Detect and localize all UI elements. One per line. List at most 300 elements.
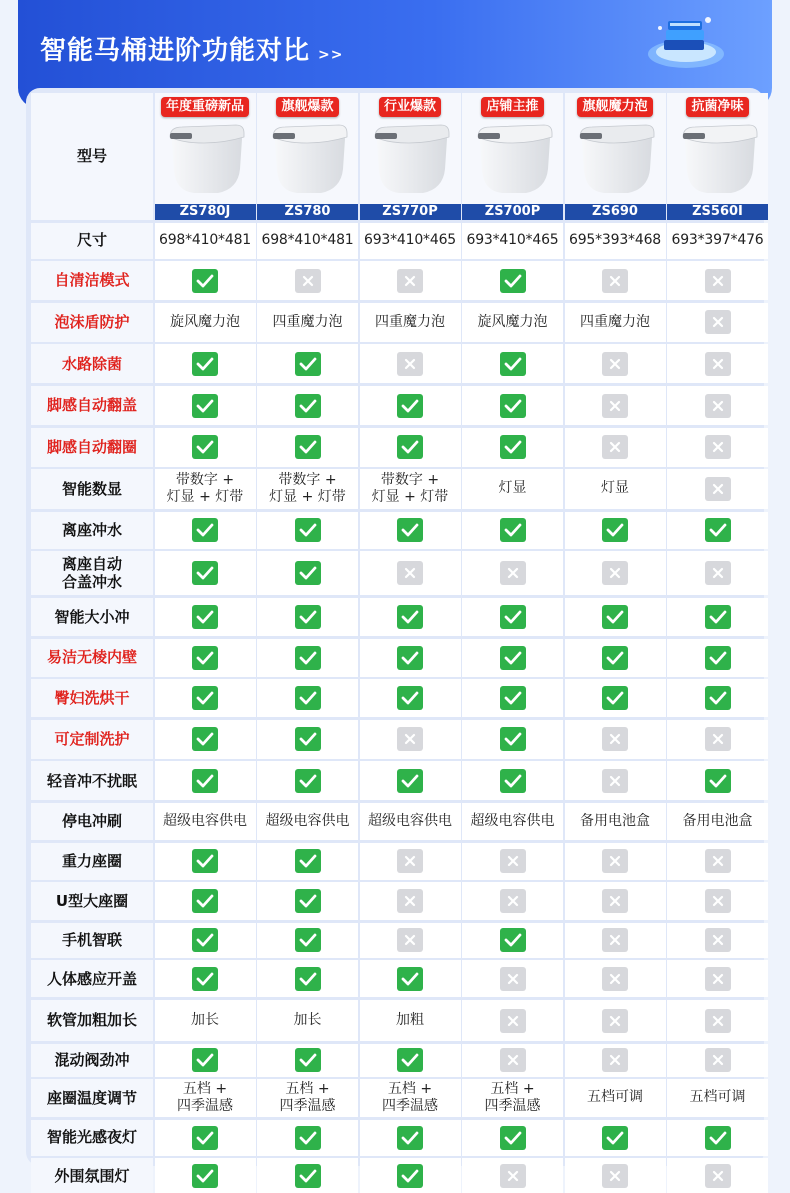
row-cell bbox=[257, 344, 358, 383]
check-icon bbox=[705, 605, 731, 629]
row-cell bbox=[462, 1000, 563, 1041]
row-cell bbox=[155, 469, 256, 509]
cell-text: 五档 + 四季温感 bbox=[382, 1080, 438, 1115]
row-label: 离座自动 合盖冲水 bbox=[31, 551, 153, 595]
row-cell bbox=[155, 1158, 256, 1193]
cell-text: 灯显 bbox=[498, 480, 527, 497]
toilet-image bbox=[677, 119, 759, 203]
product-badge: 旗舰爆款 bbox=[276, 97, 338, 117]
row-cell bbox=[565, 1158, 666, 1193]
product-badge: 行业爆款 bbox=[379, 97, 441, 117]
cell-text: 超级电容供电 bbox=[163, 812, 247, 829]
row-cell bbox=[667, 761, 768, 800]
row-cell bbox=[462, 1044, 563, 1077]
check-icon bbox=[295, 1126, 321, 1150]
check-icon bbox=[705, 1126, 731, 1150]
check-icon bbox=[397, 394, 423, 418]
check-icon bbox=[295, 1048, 321, 1072]
cell-text: 备用电池盒 bbox=[580, 812, 650, 829]
row-cell bbox=[667, 679, 768, 717]
check-icon bbox=[295, 605, 321, 629]
row-cell bbox=[565, 1120, 666, 1156]
page-title bbox=[40, 30, 343, 67]
row-cell bbox=[360, 803, 461, 840]
row-cell bbox=[462, 1120, 563, 1156]
row-cell bbox=[462, 386, 563, 425]
check-icon bbox=[295, 561, 321, 585]
cell-text: 四重魔力泡 bbox=[580, 313, 650, 330]
check-icon bbox=[192, 1126, 218, 1150]
check-icon bbox=[192, 605, 218, 629]
row-cell bbox=[667, 882, 768, 920]
cell-text: 695*393*468 bbox=[569, 231, 661, 248]
check-icon bbox=[295, 928, 321, 952]
cross-icon bbox=[500, 1164, 526, 1188]
check-icon bbox=[397, 518, 423, 542]
row-cell bbox=[360, 960, 461, 997]
check-icon bbox=[295, 1164, 321, 1188]
cross-icon bbox=[705, 1048, 731, 1072]
cross-icon bbox=[602, 727, 628, 751]
row-cell bbox=[257, 960, 358, 997]
row-cell bbox=[360, 428, 461, 467]
row-cell bbox=[257, 923, 358, 958]
row-cell bbox=[257, 882, 358, 920]
row-cell bbox=[257, 1044, 358, 1077]
product-model: ZS770P bbox=[360, 204, 461, 220]
row-cell bbox=[155, 761, 256, 800]
row-cell bbox=[360, 344, 461, 383]
check-icon bbox=[602, 518, 628, 542]
toilet-image bbox=[164, 119, 246, 203]
row-cell bbox=[565, 923, 666, 958]
check-icon bbox=[397, 967, 423, 991]
row-cell bbox=[155, 1044, 256, 1077]
check-icon bbox=[295, 352, 321, 376]
row-cell bbox=[155, 1079, 256, 1117]
check-icon bbox=[500, 928, 526, 952]
product-model: ZS780J bbox=[155, 204, 256, 220]
row-cell bbox=[565, 761, 666, 800]
cross-icon bbox=[602, 849, 628, 873]
row-cell bbox=[257, 843, 358, 880]
row-cell bbox=[155, 843, 256, 880]
row-label: 可定制洗护 bbox=[31, 720, 153, 759]
cross-icon bbox=[705, 269, 731, 293]
row-cell bbox=[667, 386, 768, 425]
row-cell bbox=[257, 551, 358, 595]
row-cell bbox=[257, 512, 358, 549]
row-cell bbox=[462, 803, 563, 840]
row-label: 智能大小冲 bbox=[31, 598, 153, 636]
row-cell bbox=[257, 386, 358, 425]
row-cell bbox=[565, 1000, 666, 1041]
row-cell bbox=[565, 1044, 666, 1077]
check-icon bbox=[192, 435, 218, 459]
books-icon bbox=[646, 10, 726, 72]
cell-text: 加长 bbox=[293, 1011, 322, 1028]
row-cell bbox=[360, 720, 461, 759]
row-cell bbox=[360, 1120, 461, 1156]
cross-icon bbox=[705, 435, 731, 459]
product-badge: 抗菌净味 bbox=[686, 97, 748, 117]
row-cell bbox=[565, 223, 666, 259]
product-header bbox=[155, 93, 256, 220]
cross-icon bbox=[705, 561, 731, 585]
cross-icon bbox=[397, 352, 423, 376]
row-cell bbox=[667, 551, 768, 595]
cell-text: 带数字 + 灯显 + 灯带 bbox=[269, 471, 346, 506]
row-cell bbox=[462, 303, 563, 342]
cell-text: 五档 + 四季温感 bbox=[177, 1080, 233, 1115]
row-cell bbox=[257, 303, 358, 342]
cross-icon bbox=[397, 727, 423, 751]
row-label: 离座冲水 bbox=[31, 512, 153, 549]
row-cell bbox=[360, 761, 461, 800]
check-icon bbox=[705, 769, 731, 793]
row-cell bbox=[155, 1000, 256, 1041]
cross-icon bbox=[602, 1009, 628, 1033]
cross-icon bbox=[705, 352, 731, 376]
row-cell bbox=[155, 512, 256, 549]
row-cell bbox=[155, 882, 256, 920]
cell-text: 698*410*481 bbox=[159, 231, 251, 248]
cell-text: 五档 + 四季温感 bbox=[279, 1080, 336, 1115]
check-icon bbox=[602, 605, 628, 629]
row-cell bbox=[462, 223, 563, 259]
check-icon bbox=[397, 1126, 423, 1150]
check-icon bbox=[295, 727, 321, 751]
cross-icon bbox=[602, 435, 628, 459]
row-cell bbox=[257, 803, 358, 840]
row-cell bbox=[667, 1120, 768, 1156]
cross-icon bbox=[397, 889, 423, 913]
cell-text: 693*410*465 bbox=[364, 231, 456, 248]
cell-text: 超级电容供电 bbox=[265, 812, 350, 829]
row-cell bbox=[667, 428, 768, 467]
row-cell bbox=[257, 1158, 358, 1193]
row-cell bbox=[360, 261, 461, 300]
check-icon bbox=[705, 686, 731, 710]
check-icon bbox=[397, 605, 423, 629]
cross-icon bbox=[602, 967, 628, 991]
row-label: 尺寸 bbox=[31, 223, 153, 259]
row-cell bbox=[360, 598, 461, 636]
row-cell bbox=[257, 428, 358, 467]
product-header bbox=[360, 93, 461, 220]
cell-text: 加粗 bbox=[396, 1011, 424, 1028]
row-cell bbox=[462, 512, 563, 549]
row-label: 手机智联 bbox=[31, 923, 153, 958]
row-cell bbox=[565, 386, 666, 425]
row-label: 轻音冲不扰眠 bbox=[31, 761, 153, 800]
row-cell bbox=[257, 1120, 358, 1156]
cross-icon bbox=[500, 889, 526, 913]
row-cell bbox=[360, 386, 461, 425]
check-icon bbox=[500, 727, 526, 751]
cross-icon bbox=[397, 928, 423, 952]
check-icon bbox=[192, 686, 218, 710]
toilet-image bbox=[267, 119, 349, 203]
check-icon bbox=[295, 686, 321, 710]
check-icon bbox=[192, 967, 218, 991]
cross-icon bbox=[602, 561, 628, 585]
row-cell bbox=[155, 1120, 256, 1156]
check-icon bbox=[192, 269, 218, 293]
check-icon bbox=[500, 646, 526, 670]
row-cell bbox=[565, 344, 666, 383]
row-cell bbox=[462, 1079, 563, 1117]
cross-icon bbox=[602, 352, 628, 376]
check-icon bbox=[500, 769, 526, 793]
cross-icon bbox=[397, 269, 423, 293]
check-icon bbox=[192, 928, 218, 952]
row-cell bbox=[257, 1079, 358, 1117]
cross-icon bbox=[602, 394, 628, 418]
row-cell bbox=[155, 679, 256, 717]
cell-text: 备用电池盒 bbox=[682, 812, 753, 829]
row-cell bbox=[462, 882, 563, 920]
check-icon bbox=[602, 686, 628, 710]
row-cell bbox=[155, 803, 256, 840]
cell-text: 带数字 + 灯显 + 灯带 bbox=[371, 471, 449, 506]
row-cell bbox=[257, 679, 358, 717]
row-label: 外围氛围灯 bbox=[31, 1158, 153, 1193]
cross-icon bbox=[705, 394, 731, 418]
toilet-image bbox=[472, 119, 554, 203]
row-cell bbox=[667, 803, 768, 840]
cross-icon bbox=[705, 1164, 731, 1188]
row-cell bbox=[360, 551, 461, 595]
check-icon bbox=[705, 646, 731, 670]
row-label: 座圈温度调节 bbox=[31, 1079, 153, 1117]
row-cell bbox=[565, 679, 666, 717]
check-icon bbox=[500, 394, 526, 418]
check-icon bbox=[397, 1164, 423, 1188]
cell-text: 五档可调 bbox=[689, 1089, 746, 1106]
row-cell bbox=[565, 1079, 666, 1117]
product-badge: 旗舰魔力泡 bbox=[577, 97, 652, 117]
row-label: 智能数显 bbox=[31, 469, 153, 509]
check-icon bbox=[192, 646, 218, 670]
row-cell bbox=[360, 1044, 461, 1077]
check-icon bbox=[192, 352, 218, 376]
cross-icon bbox=[500, 967, 526, 991]
cross-icon bbox=[397, 561, 423, 585]
cross-icon bbox=[602, 1048, 628, 1072]
cross-icon bbox=[602, 889, 628, 913]
row-cell bbox=[257, 223, 358, 259]
product-header bbox=[257, 93, 358, 220]
row-cell bbox=[462, 761, 563, 800]
product-badge: 店铺主推 bbox=[481, 97, 543, 117]
row-label: 臀妇洗烘干 bbox=[31, 679, 153, 717]
cell-text: 旋风魔力泡 bbox=[477, 313, 548, 330]
row-cell bbox=[667, 720, 768, 759]
cell-text: 693*397*476 bbox=[671, 231, 764, 248]
cell-text: 带数字 + 灯显 + 灯带 bbox=[166, 471, 244, 506]
check-icon bbox=[705, 518, 731, 542]
row-label: 软管加粗加长 bbox=[31, 1000, 153, 1041]
row-cell bbox=[462, 923, 563, 958]
row-cell bbox=[462, 720, 563, 759]
check-icon bbox=[397, 686, 423, 710]
row-cell bbox=[667, 1079, 768, 1117]
cell-text: 超级电容供电 bbox=[368, 812, 452, 829]
cross-icon bbox=[602, 769, 628, 793]
check-icon bbox=[295, 646, 321, 670]
product-model: ZS560I bbox=[667, 204, 768, 220]
row-cell bbox=[257, 639, 358, 677]
row-cell bbox=[565, 303, 666, 342]
check-icon bbox=[192, 889, 218, 913]
product-model: ZS700P bbox=[462, 204, 563, 220]
row-label: 停电冲刷 bbox=[31, 803, 153, 840]
check-icon bbox=[397, 769, 423, 793]
row-cell bbox=[462, 639, 563, 677]
row-cell bbox=[360, 223, 461, 259]
check-icon bbox=[500, 518, 526, 542]
row-label: 水路除菌 bbox=[31, 344, 153, 383]
row-cell bbox=[565, 803, 666, 840]
cross-icon bbox=[705, 310, 731, 334]
check-icon bbox=[295, 435, 321, 459]
cell-text: 四重魔力泡 bbox=[375, 313, 445, 330]
check-icon bbox=[192, 769, 218, 793]
row-cell bbox=[257, 720, 358, 759]
product-model: ZS780 bbox=[257, 204, 358, 220]
row-label: 泡沫盾防护 bbox=[31, 303, 153, 342]
page-title-text: 智能马桶进阶功能对比 bbox=[40, 36, 311, 66]
cell-text: 五档可调 bbox=[587, 1089, 643, 1106]
row-cell bbox=[462, 344, 563, 383]
check-icon bbox=[295, 889, 321, 913]
model-label: 型号 bbox=[31, 93, 153, 220]
cell-text: 五档 + 四季温感 bbox=[484, 1080, 541, 1115]
product-header bbox=[462, 93, 563, 220]
product-header bbox=[565, 93, 666, 220]
row-cell bbox=[360, 512, 461, 549]
row-cell bbox=[257, 1000, 358, 1041]
row-cell bbox=[565, 960, 666, 997]
check-icon bbox=[500, 1126, 526, 1150]
product-model: ZS690 bbox=[565, 204, 666, 220]
row-cell bbox=[360, 1158, 461, 1193]
row-cell bbox=[360, 469, 461, 509]
cross-icon bbox=[500, 1009, 526, 1033]
row-cell bbox=[667, 469, 768, 509]
row-label: 自清洁模式 bbox=[31, 261, 153, 300]
cross-icon bbox=[602, 1164, 628, 1188]
row-cell bbox=[565, 843, 666, 880]
cell-text: 灯显 bbox=[601, 480, 629, 497]
row-cell bbox=[667, 639, 768, 677]
cell-text: 加长 bbox=[191, 1011, 219, 1028]
check-icon bbox=[192, 1048, 218, 1072]
row-cell bbox=[565, 261, 666, 300]
row-cell bbox=[257, 761, 358, 800]
cross-icon bbox=[705, 727, 731, 751]
row-label: 人体感应开盖 bbox=[31, 960, 153, 997]
cross-icon bbox=[705, 477, 731, 501]
cross-icon bbox=[500, 849, 526, 873]
row-label: 混动阀劲冲 bbox=[31, 1044, 153, 1077]
row-cell bbox=[667, 1158, 768, 1193]
cell-text: 四重魔力泡 bbox=[272, 313, 343, 330]
row-cell bbox=[462, 261, 563, 300]
check-icon bbox=[295, 849, 321, 873]
row-cell bbox=[257, 598, 358, 636]
row-cell bbox=[667, 344, 768, 383]
row-cell bbox=[360, 882, 461, 920]
row-cell bbox=[565, 551, 666, 595]
row-cell bbox=[257, 469, 358, 509]
product-badge: 年度重磅新品 bbox=[161, 97, 249, 117]
row-cell bbox=[360, 679, 461, 717]
row-cell bbox=[667, 1000, 768, 1041]
row-cell bbox=[667, 1044, 768, 1077]
cross-icon bbox=[602, 928, 628, 952]
check-icon bbox=[397, 435, 423, 459]
cell-text: 旋风魔力泡 bbox=[170, 313, 240, 330]
title-arrow: >> bbox=[318, 47, 344, 63]
row-cell bbox=[155, 303, 256, 342]
cross-icon bbox=[705, 967, 731, 991]
check-icon bbox=[192, 849, 218, 873]
row-cell bbox=[462, 843, 563, 880]
row-cell bbox=[360, 1000, 461, 1041]
row-cell bbox=[155, 923, 256, 958]
row-cell bbox=[155, 428, 256, 467]
row-cell bbox=[462, 551, 563, 595]
check-icon bbox=[500, 269, 526, 293]
row-label: 易洁无棱内壁 bbox=[31, 639, 153, 677]
check-icon bbox=[397, 646, 423, 670]
row-cell bbox=[667, 223, 768, 259]
row-cell bbox=[565, 428, 666, 467]
toilet-image bbox=[574, 119, 656, 203]
cross-icon bbox=[500, 561, 526, 585]
row-cell bbox=[565, 720, 666, 759]
row-cell bbox=[462, 428, 563, 467]
row-cell bbox=[360, 923, 461, 958]
cross-icon bbox=[705, 1009, 731, 1033]
check-icon bbox=[295, 394, 321, 418]
row-cell bbox=[360, 843, 461, 880]
row-label: 脚感自动翻圈 bbox=[31, 428, 153, 467]
cell-text: 超级电容供电 bbox=[470, 812, 555, 829]
row-cell bbox=[667, 598, 768, 636]
row-cell bbox=[667, 960, 768, 997]
cross-icon bbox=[705, 849, 731, 873]
toilet-image bbox=[369, 119, 451, 203]
row-cell bbox=[667, 843, 768, 880]
cell-text: 698*410*481 bbox=[261, 231, 354, 248]
row-cell bbox=[462, 598, 563, 636]
check-icon bbox=[192, 394, 218, 418]
row-cell bbox=[155, 598, 256, 636]
row-cell bbox=[565, 639, 666, 677]
row-cell bbox=[155, 261, 256, 300]
check-icon bbox=[602, 646, 628, 670]
check-icon bbox=[397, 1048, 423, 1072]
cross-icon bbox=[705, 889, 731, 913]
row-cell bbox=[155, 720, 256, 759]
check-icon bbox=[295, 769, 321, 793]
check-icon bbox=[192, 1164, 218, 1188]
row-cell bbox=[667, 261, 768, 300]
row-cell bbox=[360, 303, 461, 342]
